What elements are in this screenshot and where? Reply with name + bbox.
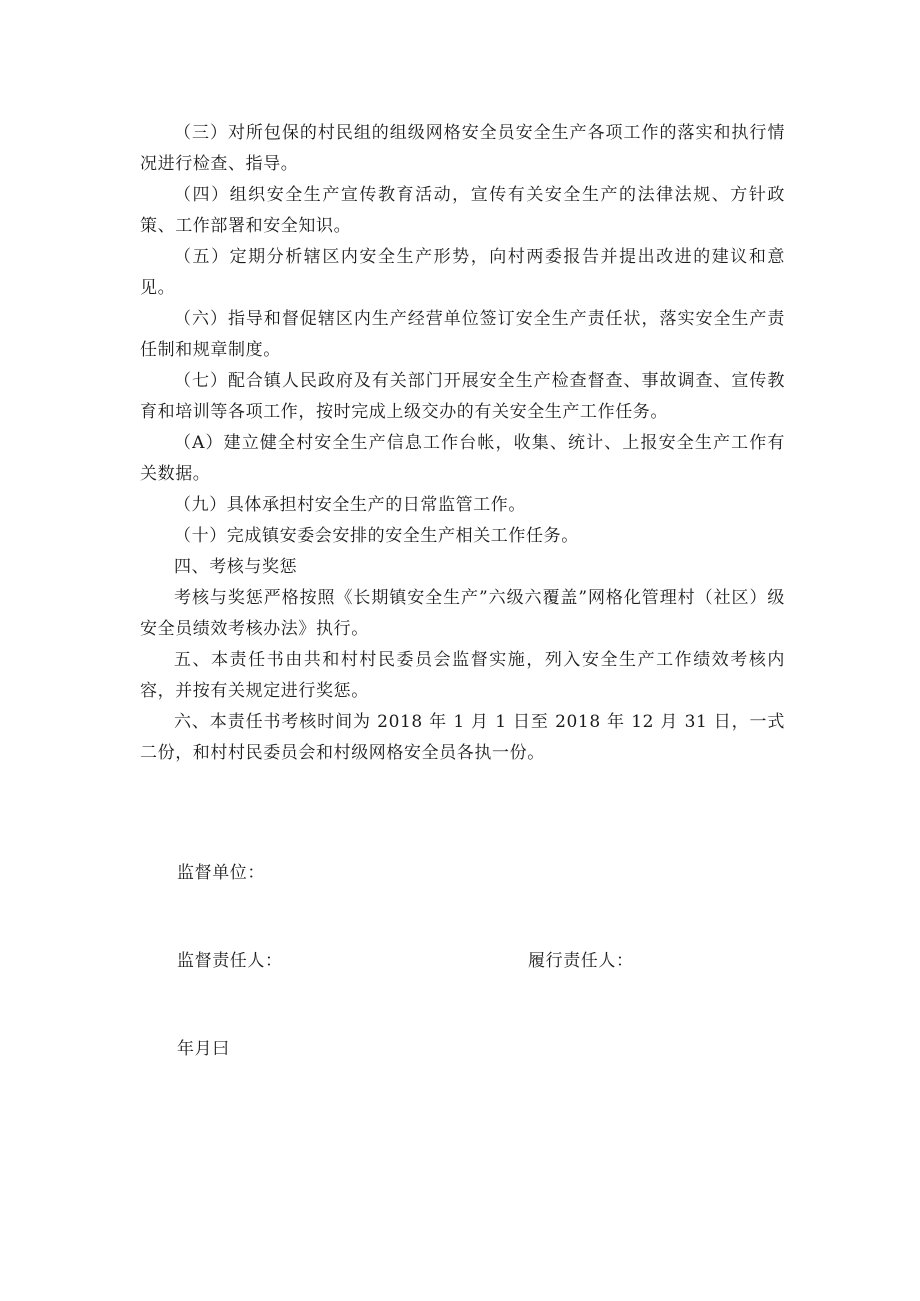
date-label: 年月曰 (177, 1039, 230, 1059)
section-5-text: 五、本责任书由共和村村民委员会监督实施，列入安全生产工作绩效考核内容，并按有关规定进行奖惩。 (140, 650, 785, 701)
paragraph-item-9: （九）具体承担村安全生产的日常监管工作。 (174, 495, 526, 515)
paragraph-item-4: （四）组织安全生产宣传教育活动，宣传有关安全生产的法律法规、方针政策、工作部署和安全知识。 (140, 185, 785, 236)
paragraph-item-8: （A）建立健全村安全生产信息工作台帐，收集、统计、上报安全生产工作有关数据。 (140, 433, 785, 484)
section-4-text: 考核与奖惩严格按照《长期镇安全生产”六级六覆盖”网格化管理村（社区）级安全员绩效考核办法》执行。 (140, 588, 785, 639)
paragraph-item-10: （十）完成镇安委会安排的安全生产相关工作任务。 (174, 526, 579, 546)
performer-label: 履行责任人： (528, 951, 634, 971)
section-6-text: 六、本责任书考核时间为 2018 年 1 月 1 日至 2018 年 12 月 31 日，一式二份，和村村民委员会和村级网格安全员各执一份。 (140, 712, 785, 763)
paragraph-item-7: （七）配合镇人民政府及有关部门开展安全生产检查督查、事故调查、宣传教育和培训等各项工作，按时完成上级交办的有关安全生产工作任务。 (140, 371, 785, 422)
paragraph-item-5: （五）定期分析辖区内安全生产形势，向村两委报告并提出改进的建议和意见。 (140, 247, 785, 298)
paragraph-item-6: （六）指导和督促辖区内生产经营单位签订安全生产责任状，落实安全生产责任制和规章制度。 (140, 309, 785, 360)
paragraph-item-3: （三）对所包保的村民组的组级网格安全员安全生产各项工作的落实和执行情况进行检查、指导。 (140, 123, 785, 174)
document-body (140, 118, 785, 769)
section-4-heading: 四、考核与奖惩 (174, 557, 298, 577)
supervisor-label: 监督责任人： (177, 951, 283, 971)
supervising-unit-label: 监督单位： (177, 863, 265, 883)
